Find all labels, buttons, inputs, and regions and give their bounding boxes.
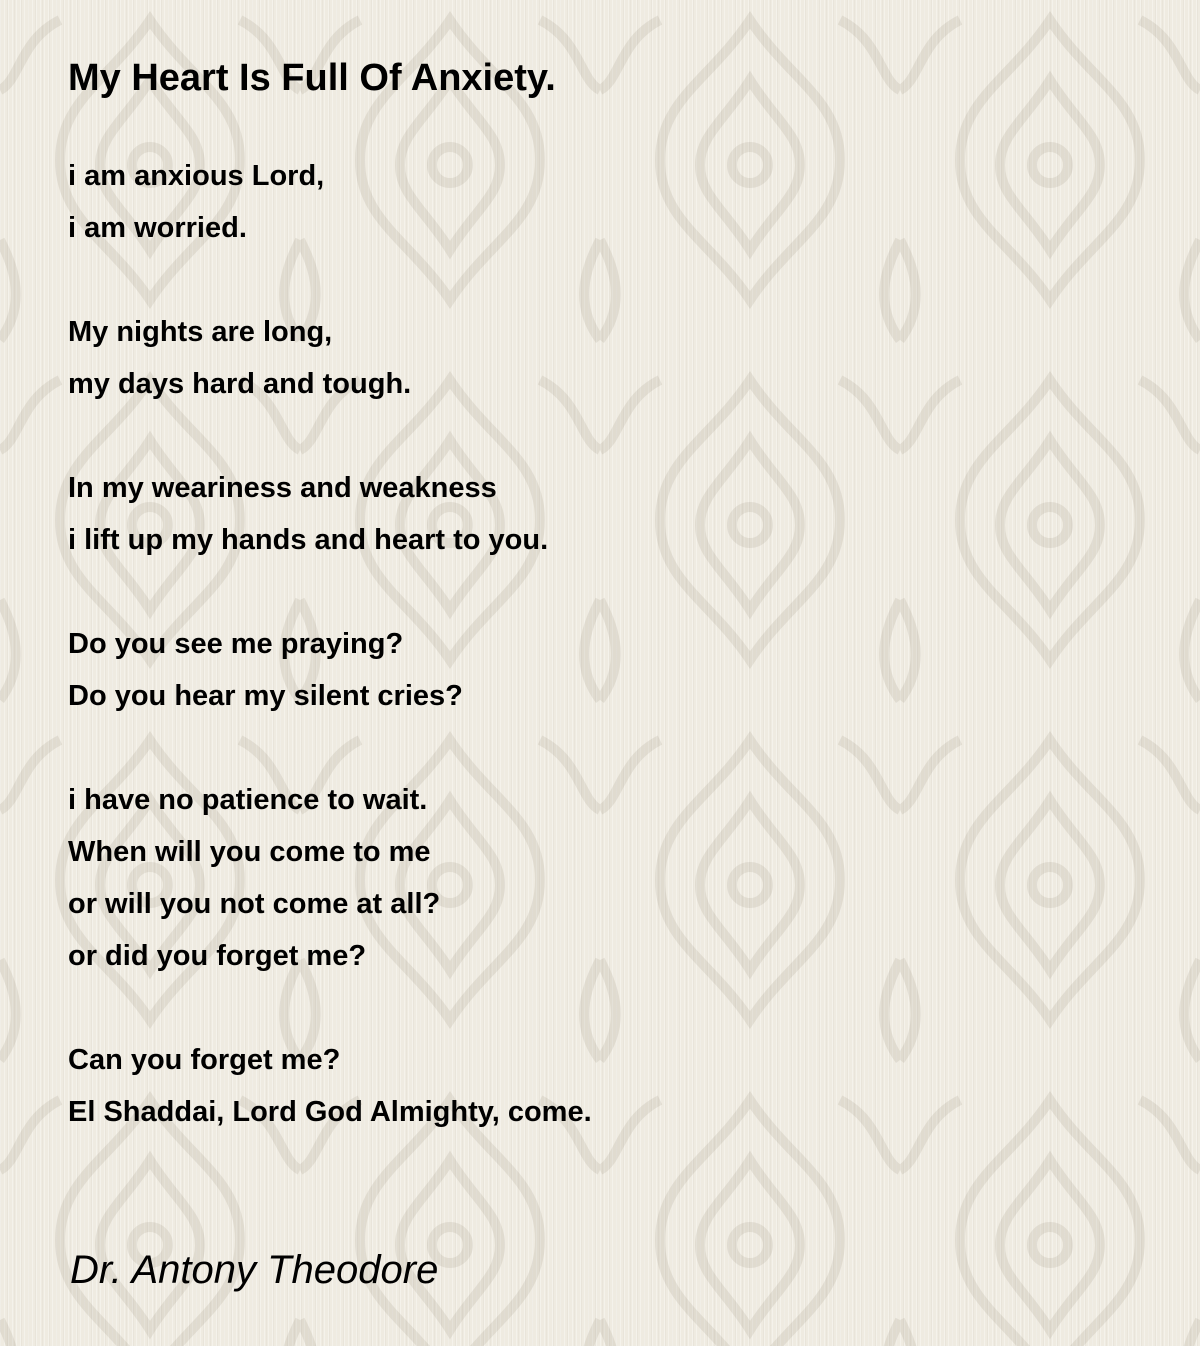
stanza — [68, 306, 592, 410]
poem-line: i am worried. — [68, 212, 247, 244]
poem-line: Can you forget me? — [68, 1044, 341, 1076]
poem-line: i have no patience to wait. — [68, 784, 428, 816]
poem-body — [68, 150, 592, 1190]
poem-line: Do you see me praying? — [68, 628, 404, 660]
stanza — [68, 774, 592, 982]
poem-line: When will you come to me — [68, 836, 431, 868]
poem-line: Do you hear my silent cries? — [68, 680, 463, 712]
poem-line: My nights are long, — [68, 316, 333, 348]
poem-line: or will you not come at all? — [68, 888, 441, 920]
stanza — [68, 1034, 592, 1138]
stanza — [68, 618, 592, 722]
stanza — [68, 462, 592, 566]
poem-line: my days hard and tough. — [68, 368, 412, 400]
poem-line: In my weariness and weakness — [68, 472, 497, 504]
poem-title: My Heart Is Full Of Anxiety. — [68, 57, 556, 99]
poem-line: i am anxious Lord, — [68, 160, 325, 192]
poem-line: or did you forget me? — [68, 940, 367, 972]
poem-line: El Shaddai, Lord God Almighty, come. — [68, 1096, 592, 1128]
poem-author: Dr. Antony Theodore — [70, 1248, 439, 1292]
poem-line: i lift up my hands and heart to you. — [68, 524, 549, 556]
stanza — [68, 150, 592, 254]
